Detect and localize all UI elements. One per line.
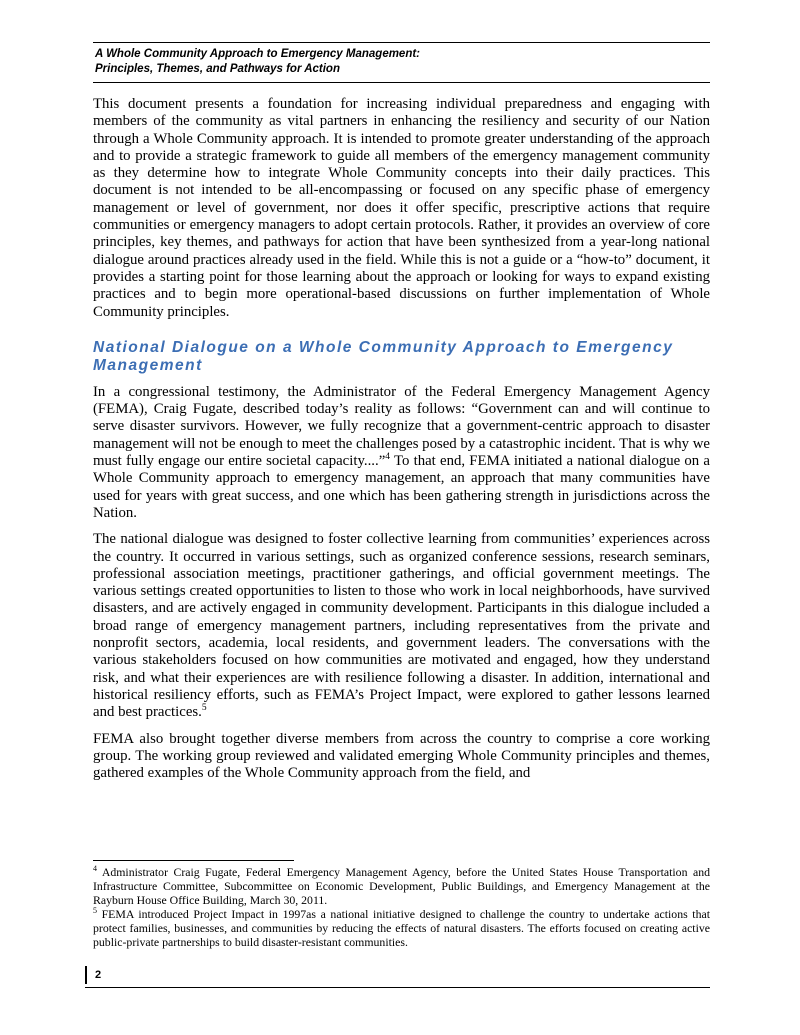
footnote-separator	[93, 860, 294, 861]
page-number: 2	[95, 969, 102, 981]
page-footer	[85, 966, 710, 988]
footnote-5-text: FEMA introduced Project Impact in 1997as a national initiative designed to challenge the country to undertake actions that protect families, businesses, and communities by reducing the effects of natural disasters. The efforts focused on creating active public-private partnerships to build disaster-resistant communities.	[93, 906, 710, 949]
running-header-line1: A Whole Community Approach to Emergency Management:	[95, 48, 421, 60]
footnote-4-text: Administrator Craig Fugate, Federal Emergency Management Agency, before the United States House Transportation and Infrastructure Committee, Subcommittee on Economic Development, Public Buildings, and Emergency Management at the Rayburn House Office Building, March 30, 2011.	[93, 865, 710, 907]
paragraph-working-group: FEMA also brought together diverse members from across the country to comprise a core working group. The working group reviewed and validated emerging Whole Community principles and themes, gathered examples of the Whole Community approach from the field, and	[93, 730, 710, 782]
paragraph-dialogue	[93, 531, 710, 721]
running-header-line2: Principles, Themes, and Pathways for Action	[95, 62, 340, 75]
footnote-5-marker: 5	[93, 905, 97, 915]
page-number-block	[85, 966, 710, 984]
document-body	[93, 96, 710, 782]
footnote-ref-4: 4	[385, 452, 391, 463]
paragraph-testimony-text-1: In a congressional testimony, the Administrator of the Federal Emergency Management Agency (FEMA), Craig Fugate, described today’s reality as follows: “Government can and will continue to serve disaster survivors. However, we fully recognize that a government-centric approach to disaster management will not be enough to meet the challenges posed by a catastrophic incident. That is why we must fully engage our entire societal capacity....”	[93, 383, 710, 470]
paragraph-testimony	[93, 384, 710, 522]
footer-rule	[85, 987, 710, 988]
section-heading: National Dialogue on a Whole Community Approach to Emergency Management	[93, 338, 674, 374]
paragraph-testimony-text-2: To that end, FEMA initiated a national dialogue on a Whole Community approach to emergency management, an approach that many communities have used for years with great success, and one which has been gathering strength in jurisdictions across the Nation.	[93, 453, 710, 521]
footnote-item-4	[93, 866, 710, 908]
footnotes-section	[93, 860, 710, 949]
paragraph-intro: This document presents a foundation for increasing individual preparedness and engaging with members of the community as vital partners in enhancing the resiliency and security of our Nation through a Whole Community approach. It is intended to promote greater understanding of the approach and to provide a strategic framework to guide all members of the emergency management community as they determine how to integrate Whole Community concepts into their daily practices. This document is not intended to be all-encompassing or focused on any specific phase of emergency management or level of government, nor does it offer specific, prescriptive actions that require communities or emergency managers to adopt certain protocols. Rather, it provides an overview of core principles, key themes, and pathways for action that have been synthesized from a year-long national dialogue around practices already used in the field. While this is not a guide or a “how-to” document, it provides a starting point for those learning about the approach or looking for ways to expand existing practices and to begin more operational-based discussions on further implementation of Whole Community principles.	[93, 96, 710, 320]
footnote-4-marker: 4	[93, 864, 97, 874]
footnote-item-5	[93, 905, 710, 950]
footnote-ref-5: 5	[201, 703, 207, 714]
paragraph-dialogue-text: The national dialogue was designed to foster collective learning from communities’ experiences across the country. It occurred in various settings, such as organized conference sessions, research seminars, professional association meetings, practitioner gatherings, and official government meetings. The various settings created opportunities to listen to those who work in local neighborhoods, have survived disasters, and are actively engaged in community development. Participants in this dialogue included a broad range of emergency management partners, including representatives from the private and nonprofit sectors, academia, local residents, and government leaders. The conversations with the various stakeholders focused on how communities are motivated and engaged, how they understand risk, and what their experiences are with resilience following a disaster. In addition, international and historical resiliency efforts, such as FEMA’s Project Impact, were explored to gather lessons learned and best practices.	[93, 531, 710, 721]
running-header	[93, 42, 710, 83]
page-content	[93, 0, 710, 782]
